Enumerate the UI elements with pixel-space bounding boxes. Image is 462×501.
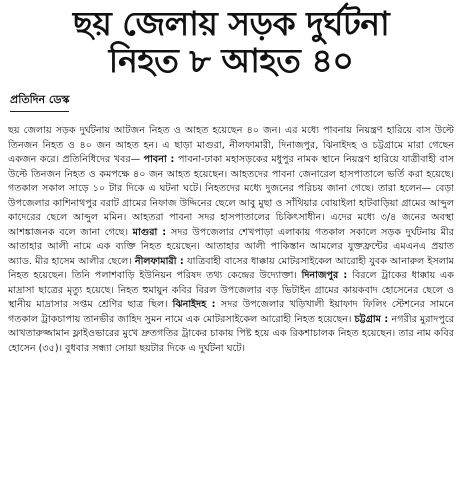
pabna-text: পাবনা-ঢাকা মহাসড়কের মধুপুর নামক স্থানে নিয়ন্ত্রণ হারিয়ে যাত্রীবাহী বাস উল্টে তিনজন নিহত ও কমপক্ষে ৪০ জন আহত হয়েছেন। আহতদের পাবনা জেনারেল হাসপাতালে ভর্তি করা হয়েছে। গতকাল সকাল সাড়ে ১০ টার দিকে এ ঘটনা ঘটে। নিহতদের মধ্যে দুজনের পরিচয় জানা গেছে। তারা হলেন— বেড়া উপজেলার কাশিনাথপুর বরাট গ্রামের নিফাজ উদ্দিনের ছেলে আবু মুছা ও সাঁথিয়ার বোয়াইলা হাটবাড়িয়া গ্রামের আব্দুল কাদেরের ছেলে আব্দুল মমিন। আহতরা পাবনা সদর হাসপাতালের চিকিৎসাধীন। এদের মধ্যে ৩/৪ জনের অবস্থা আশঙ্কাজনক বলে জানা গেছে। <box>8 154 454 238</box>
byline: প্রতিদিন ডেস্ক <box>10 91 69 112</box>
location-label-pabna: পাবনা : <box>143 154 179 165</box>
article-body <box>8 124 454 356</box>
magura-text: সদর উপজেলার শেখপাড়া এলাকায় গতকাল সকালে সড়ক দুর্ঘটনায় মীর আতাহার আলী নামে এক ব্যক্তি নিহত হয়েছেন। আতাহার আলী পাকিস্তান আমলের যুক্তফ্রন্টের এমএনএ প্রয়াত অ্যাড. মীর হাসেম আলীর ছেলে। <box>8 226 454 267</box>
headline-line-1: ছয় জেলায় সড়ক দুর্ঘটনা <box>72 4 390 43</box>
intro-text: ছয় জেলায় সড়ক দুর্ঘটনায় আটজন নিহত ও আহত হয়েছেন ৪০ জন। এর মধ্যে পাবনায় নিয়ন্ত্রণ হারিয়ে বাস উল্টে তিনজন নিহত ও ৪০ জন আহত হন। এ ছাড়া মাগুরা, নীলফামারী, দিনাজপুর, ঝিনাইদহ ও চট্টগ্রামে মারা গেছেন একজন করে। প্রতিনিধিদের খবর— <box>8 125 454 165</box>
dinajpur-text: বিরলে ট্রাকের ধাক্কায় এক মাদ্রাসা ছাত্রের মৃত্যু হয়েছে। নিহত হুমায়ুন কবির বিরল উপজেলার বড় ভিটাইন গ্রামের কায়কবাদ হোসেনের ছেলে ও স্থানীয় মাদ্রাসার সপ্তম শ্রেণির ছাত্র ছিল। <box>8 270 454 310</box>
location-label-nilphamari: নীলফামারী : <box>134 255 188 267</box>
jhenaidah-text: সদর উপজেলার খড়িখালী ইয়াফাদ ফিলিং স্টেশনের সামনে গতকাল ট্রাকচাপায় তানভীর জাহিদ সুমন নামে এক মোটরসাইকেল আরোহী নিহত হয়েছেন। <box>8 299 454 325</box>
article-paragraph <box>8 124 454 356</box>
chattogram-text: নগরীর মুরাদপুরে আখতারুজ্জামান ফ্লাইওভারের মুখে দ্রুতগতির ট্রাকের চাকায় পিষ্ট হয়ে এক রিকশাচালক নিহত হয়েছেন। তার নাম কবির হোসেন (৩৫)। বুধবার সন্ধ্যা সোয়া ছয়টার দিকে এ দুর্ঘটনা ঘটে। <box>8 313 454 354</box>
headline-line-2: নিহত ৮ আহত ৪০ <box>108 41 354 80</box>
nilphamari-text: যাত্রিবাহী বাসের ধাক্কায় মোটরসাইকেল আরোহী যুবক আনারুল ইসলাম নিহত হয়েছেন। তিনি পলাশবাড়ি ইউনিয়ন পরিষদ তথ্য কেন্দ্রের উদ্যোক্তা। <box>8 255 454 281</box>
location-label-dinajpur: দিনাজপুর : <box>301 270 353 281</box>
location-label-magura: মাগুরা : <box>132 226 171 238</box>
location-label-jhenaidah: ঝিনাইদহ : <box>172 299 221 310</box>
location-label-chattogram: চট্টগ্রাম : <box>354 313 392 325</box>
headline <box>8 0 454 83</box>
